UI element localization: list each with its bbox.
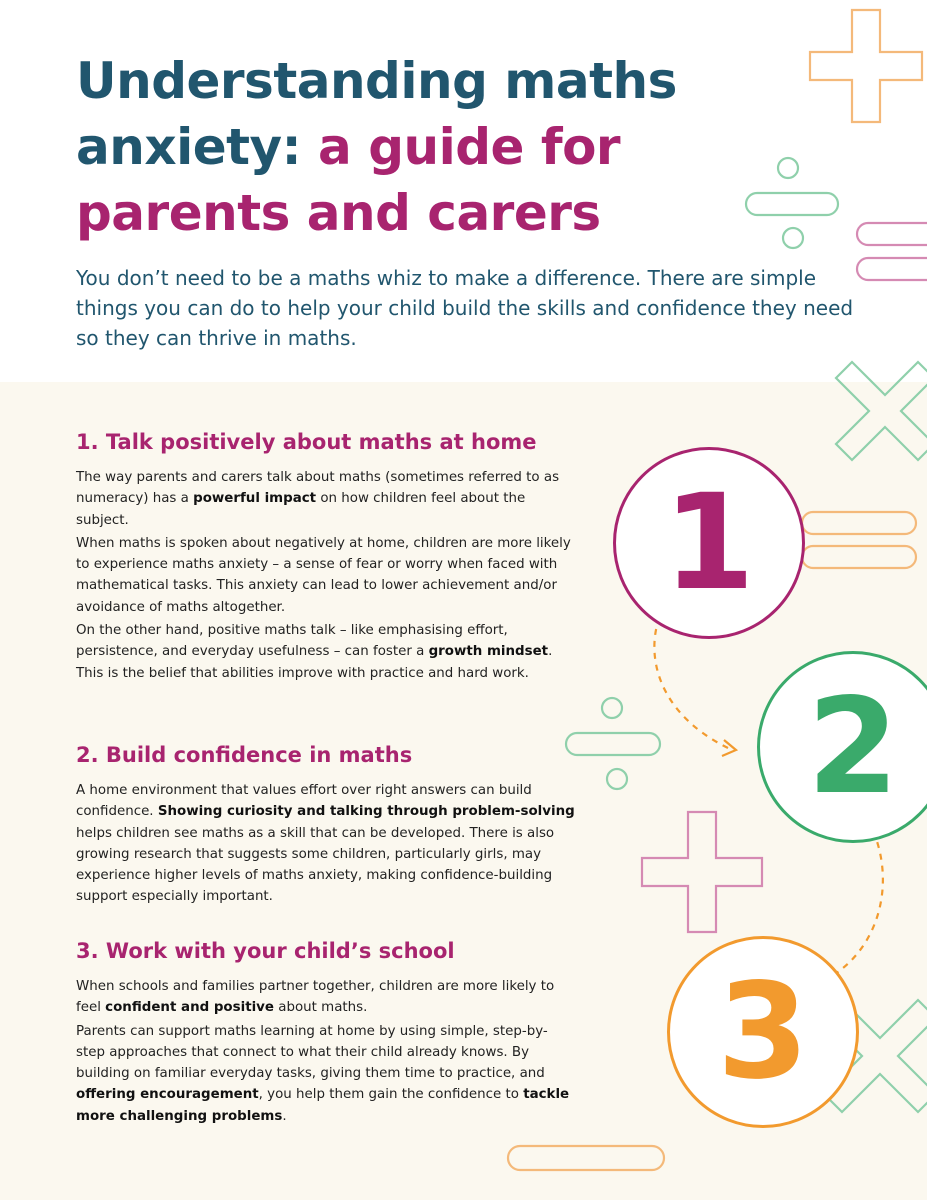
title-line-2-accent: a guide for [318,118,621,176]
section-heading: 3. Work with your child’s school [76,939,455,963]
page-title [76,48,796,246]
paragraph [76,620,576,684]
text-run: When schools and families partner together, children are more likely to feel [76,979,555,1016]
title-line-3-accent: parents and carers [76,184,601,242]
step-number-3: 3 [667,936,859,1128]
section-heading: 1. Talk positively about maths at home [76,430,537,454]
paragraph [76,1021,576,1127]
bold-text: tackle more challenging problems [76,1087,570,1124]
text-run: about maths. [274,1000,368,1016]
section-build-confidence [76,740,576,910]
plus-icon [642,812,762,932]
step-number-1: 1 [613,447,805,639]
paragraph [76,780,576,908]
paragraph: When maths is spoken about negatively at home, children are more likely to experience maths anxiety – a sense of fear or worry when faced with mathematical tasks. This anxiety can lead to lower achievement and/or avoidance of maths altogether. [76,535,571,615]
title-line-1: Understanding maths [76,52,677,110]
bold-text: confident and positive [105,1000,274,1016]
divide-icon [566,698,660,789]
bold-text: growth mindset [428,644,549,660]
title-line-2-plain: anxiety: [76,118,319,176]
equals-icon [857,223,927,280]
section-heading: 2. Build confidence in maths [76,743,413,767]
section-talk-positively [76,427,576,686]
text-run: On the other hand, positive maths talk – like emphasising effort, persistence, and everyday usefulness – can foster a [76,623,508,660]
bold-text: Showing curiosity and talking through problem-solving [157,804,575,820]
text-run: A home environment that values effort over right answers can build confidence. [76,783,532,820]
text-run: Parents can support maths learning at home by using simple, step-by-step approaches that connect to what their child already knows. By building on familiar everyday tasks, giving them time to practice, and [76,1023,548,1082]
text-run: on how children feel about the subject. [76,491,526,528]
equals-icon [802,512,916,568]
paragraph [76,467,576,531]
bold-text: powerful impact [193,491,317,507]
text-run: , you help them gain the confidence to [258,1087,524,1103]
text-run: The way parents and carers talk about maths (sometimes referred to as numeracy) has a [76,470,560,507]
step-number-2: 2 [757,651,927,843]
bold-text: offering encouragement [76,1087,259,1103]
text-run: . [282,1108,287,1124]
text-run: . This is the belief that abilities improve with practice and hard work. [76,644,553,681]
minus-icon [508,1146,664,1170]
intro-paragraph: You don’t need to be a maths whiz to make a difference. There are simple things you can do to help your child build the skills and confidence they need so they can thrive in maths. [76,266,854,350]
plus-icon [810,10,922,122]
paragraph [76,976,576,1019]
section-work-with-school [76,936,576,1129]
times-icon [836,362,927,460]
text-run: helps children see maths as a skill that can be developed. There is also growing research that suggests some children, particularly girls, may experience higher levels of maths anxiety, making confidence-building support especially important. [76,825,555,905]
